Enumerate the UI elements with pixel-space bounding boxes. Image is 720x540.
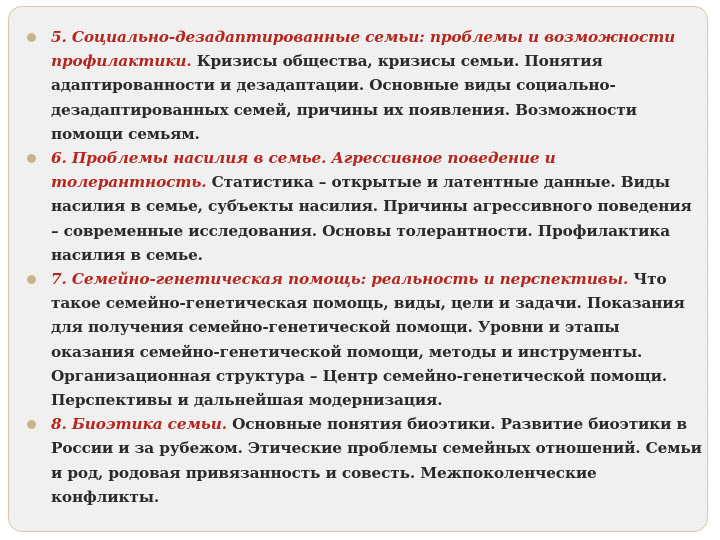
bullet-icon — [27, 420, 36, 429]
topic-list — [21, 25, 703, 509]
item-title: 7. Семейно-генетическая помощь: реальность и перспективы. — [51, 270, 629, 289]
slide — [8, 6, 708, 532]
list-item — [21, 412, 703, 509]
bullet-icon — [27, 33, 36, 42]
bullet-icon — [27, 275, 36, 284]
item-body: Статистика – открытые и латентные данные. Виды насилия в семье, субъекты насилия. Причины агрессивного поведения – современные исследования. Основы толерантности. Профилактика насилия в семье. — [51, 173, 692, 264]
item-title: 6. Проблемы насилия в семье. Агрессивное поведение и толерантность. — [51, 149, 556, 192]
list-item — [21, 146, 703, 267]
item-title: 5. Социально-дезадаптированные семьи: проблемы и возможности профилактики. — [51, 28, 676, 71]
item-body: Кризисы общества, кризисы семьи. Понятия адаптированности и дезадаптации. Основные виды социально-дезадаптированных семей, причины их появления. Возможности помощи семьям. — [51, 52, 637, 143]
list-item — [21, 25, 703, 146]
item-body: Что такое семейно-генетическая помощь, виды, цели и задачи. Показания для получения семейно-генетической помощи. Уровни и этапы оказания семейно-генетической помощи, методы и инструменты. Организационная структура – Центр семейно-генетической помощи. Перспективы и дальнейшая модернизация. — [51, 270, 685, 410]
list-item — [21, 267, 703, 412]
item-body: Основные понятия биоэтики. Развитие биоэтики в России и за рубежом. Этические проблемы семейных отношений. Семьи и род, родовая привязанность и совесть. Межпоколенческие конфликты. — [51, 415, 702, 506]
bullet-icon — [27, 154, 36, 163]
item-title: 8. Биоэтика семьи. — [51, 415, 227, 434]
